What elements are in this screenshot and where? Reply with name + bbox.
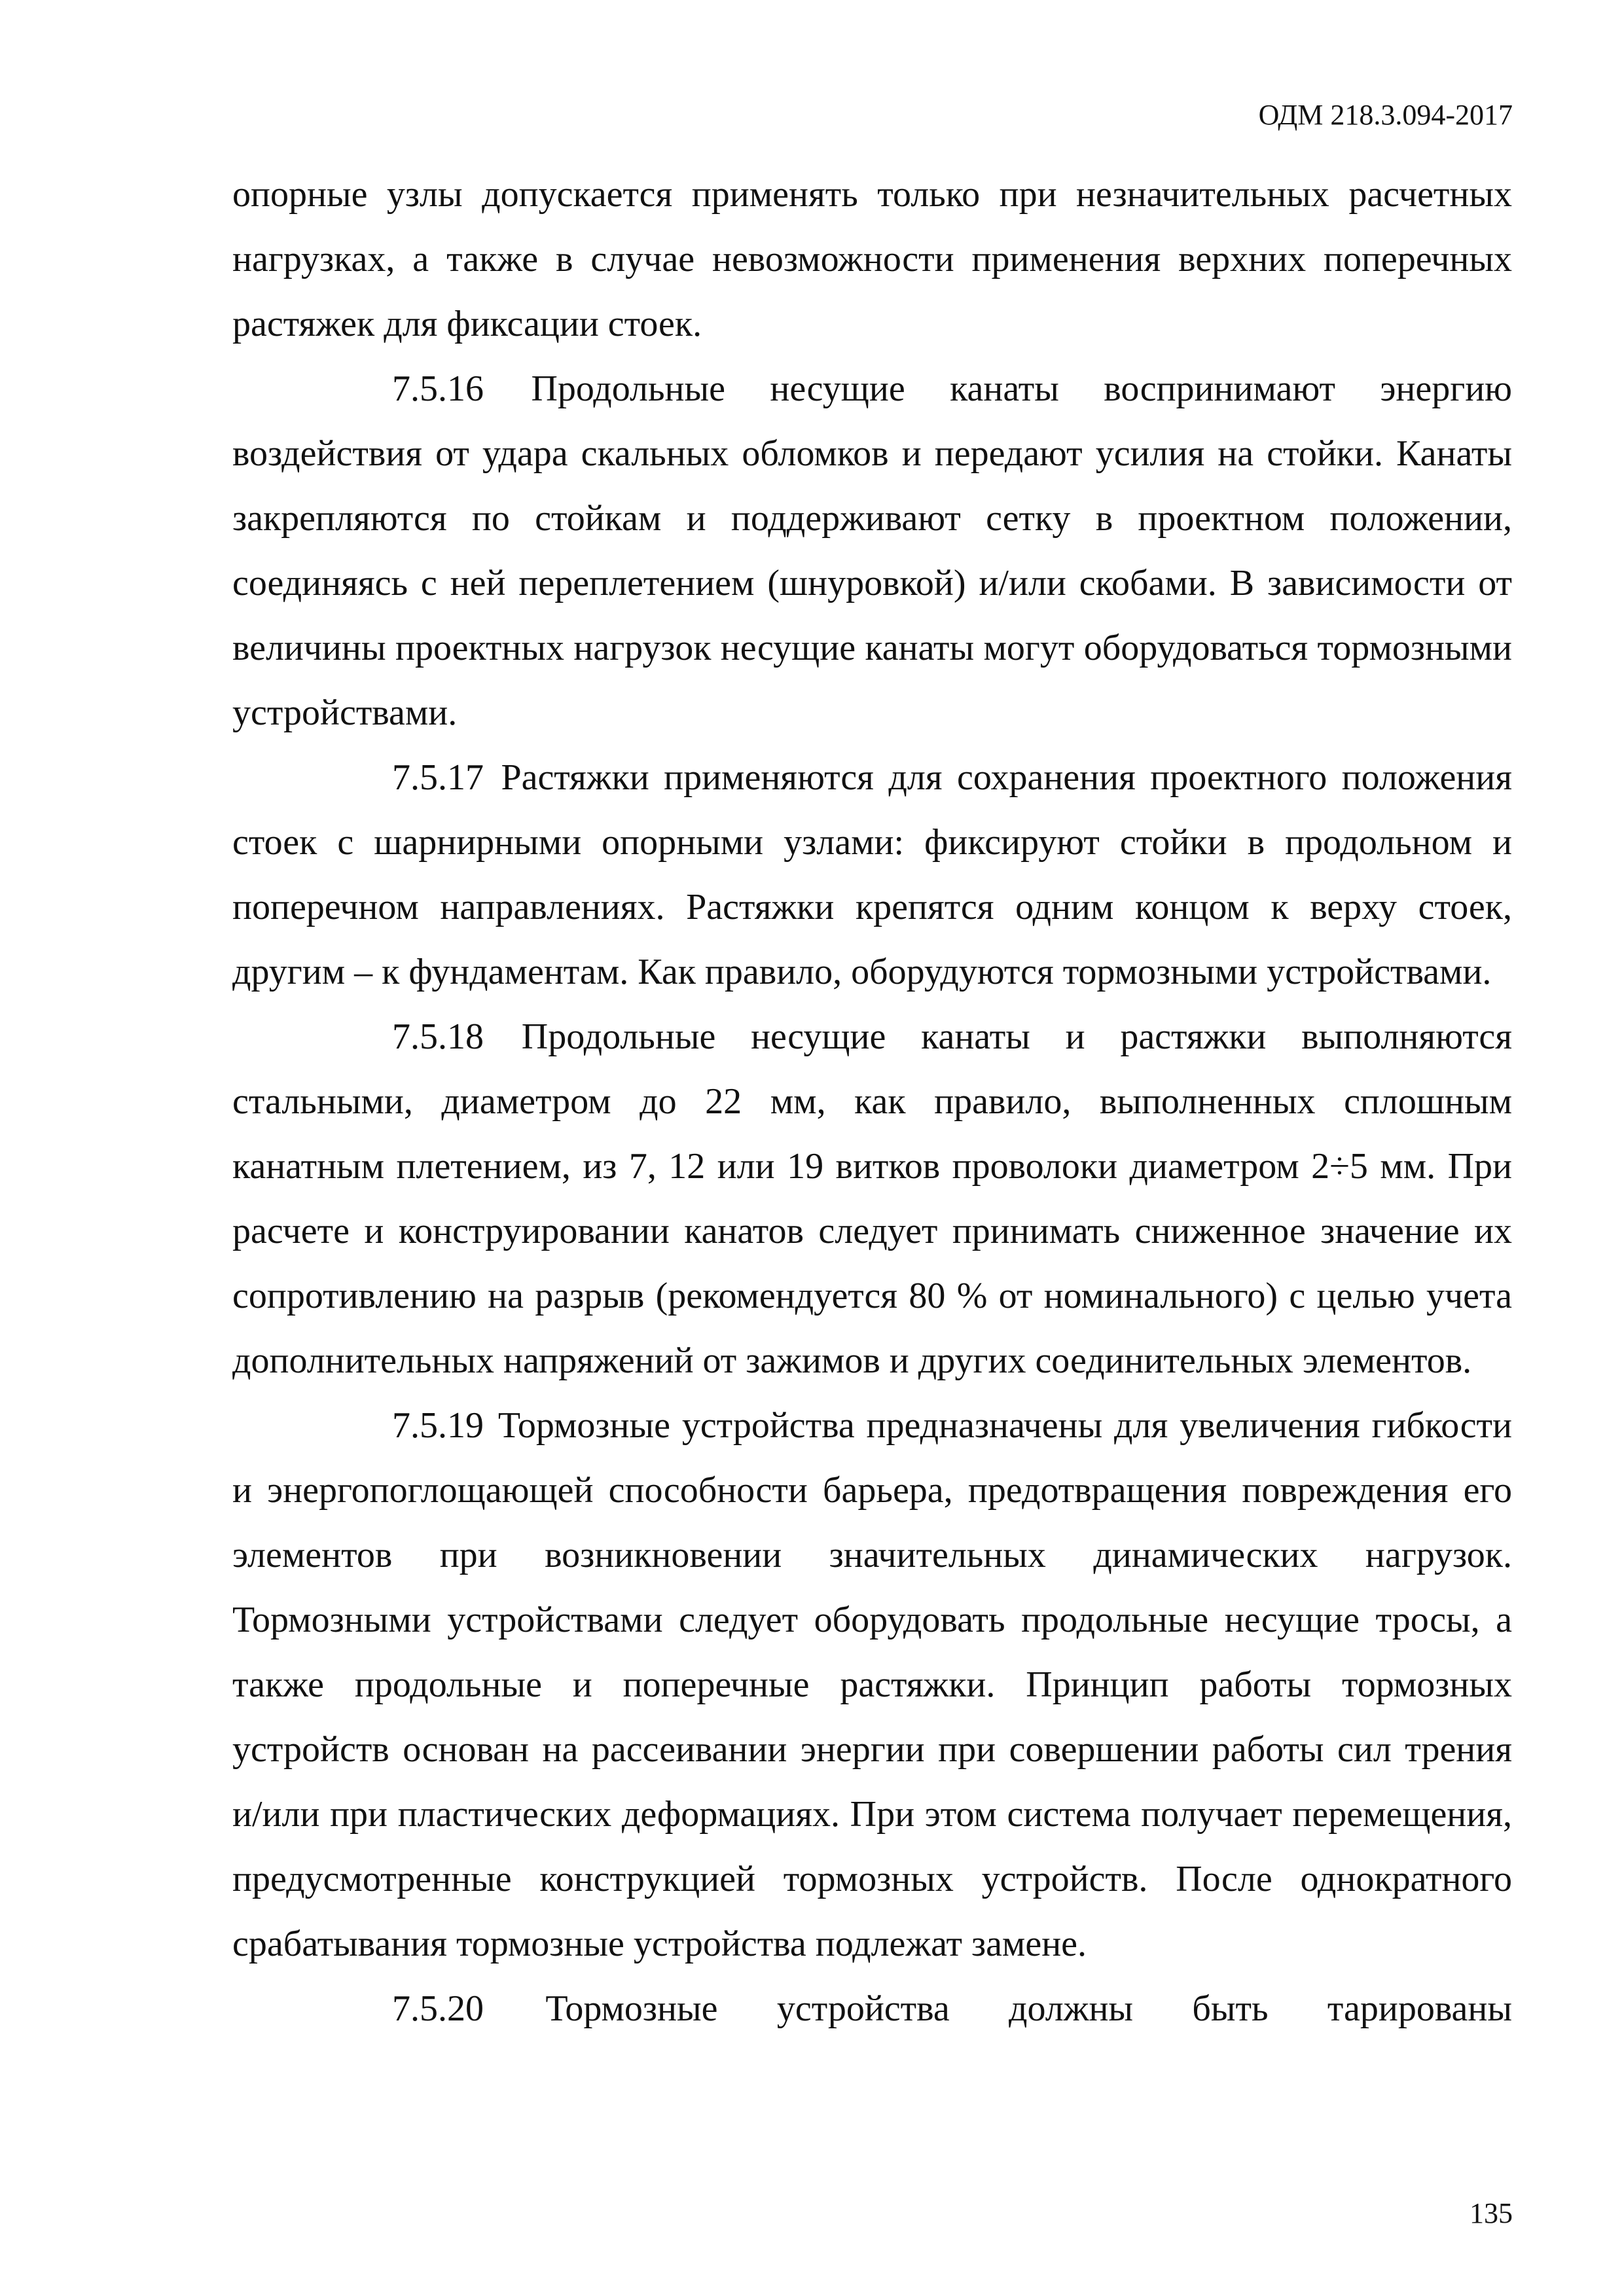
section-number: 7.5.17 — [392, 757, 484, 798]
paragraph-text: Тормозные устройства предназначены для увеличения гибкости и энергопоглощающей способности барьера, предотвращения повреждения его элементов при возникновении значительных динамических нагрузок. Тормозными устройствами следует оборудовать продольные несущие тросы, а также продольные и поперечные растяжки. Принцип работы тормозных устройств основан на рассеивании энергии при совершении работы сил трения и/или при пластических деформациях. При этом система получает перемещения, предусмотренные конструкцией тормозных устройств. После однократного срабатывания тормозные устройства подлежат замене. — [232, 1405, 1512, 1964]
document-code-header: ОДМ 218.3.094-2017 — [1258, 99, 1513, 131]
paragraph-text: опорные узлы допускается применять только при незначительных расчетных нагрузках, а также в случае невозможности применения верхних поперечных растяжек для фиксации стоек. — [232, 174, 1512, 344]
section-number: 7.5.18 — [392, 1016, 484, 1057]
section-number: 7.5.20 — [392, 1988, 484, 2029]
section-number: 7.5.19 — [392, 1405, 484, 1446]
paragraph-text: Растяжки применяются для сохранения проектного положения стоек с шарнирными опорными узлами: фиксируют стойки в продольном и поперечном направлениях. Растяжки крепятся одним концом к верху стоек, другим – к фундаментам. Как правило, оборудуются тормозными устройствами. — [232, 757, 1513, 992]
paragraph-text: Тормозные устройства должны быть тарированы — [545, 1988, 1512, 2029]
document-body — [232, 162, 1512, 2041]
section-number: 7.5.16 — [392, 368, 484, 409]
paragraph-7-5-17 — [232, 745, 1512, 1005]
paragraph-7-5-18 — [232, 1005, 1512, 1393]
paragraph-continuation — [232, 162, 1512, 357]
paragraph-text: Продольные несущие канаты и растяжки выполняются стальными, диаметром до 22 мм, как правило, выполненных сплошным канатным плетением, из 7, 12 или 19 витков проволоки диаметром 2÷5 мм. При расчете и конструировании канатов следует принимать сниженное значение их сопротивлению на разрыв (рекомендуется 80 % от номинального) с целью учета дополнительных напряжений от зажимов и других соединительных элементов. — [232, 1016, 1513, 1381]
paragraph-7-5-20 — [232, 1977, 1512, 2041]
paragraph-7-5-19 — [232, 1393, 1512, 1977]
page-number: 135 — [1470, 2197, 1513, 2229]
paragraph-7-5-16 — [232, 357, 1512, 745]
paragraph-text: Продольные несущие канаты воспринимают энергию воздействия от удара скальных обломков и передают усилия на стойки. Канаты закрепляются по стойкам и поддерживают сетку в проектном положении, соединяясь с ней переплетением (шнуровкой) и/или скобами. В зависимости от величины проектных нагрузок несущие канаты могут оборудоваться тормозными устройствами. — [232, 368, 1513, 733]
